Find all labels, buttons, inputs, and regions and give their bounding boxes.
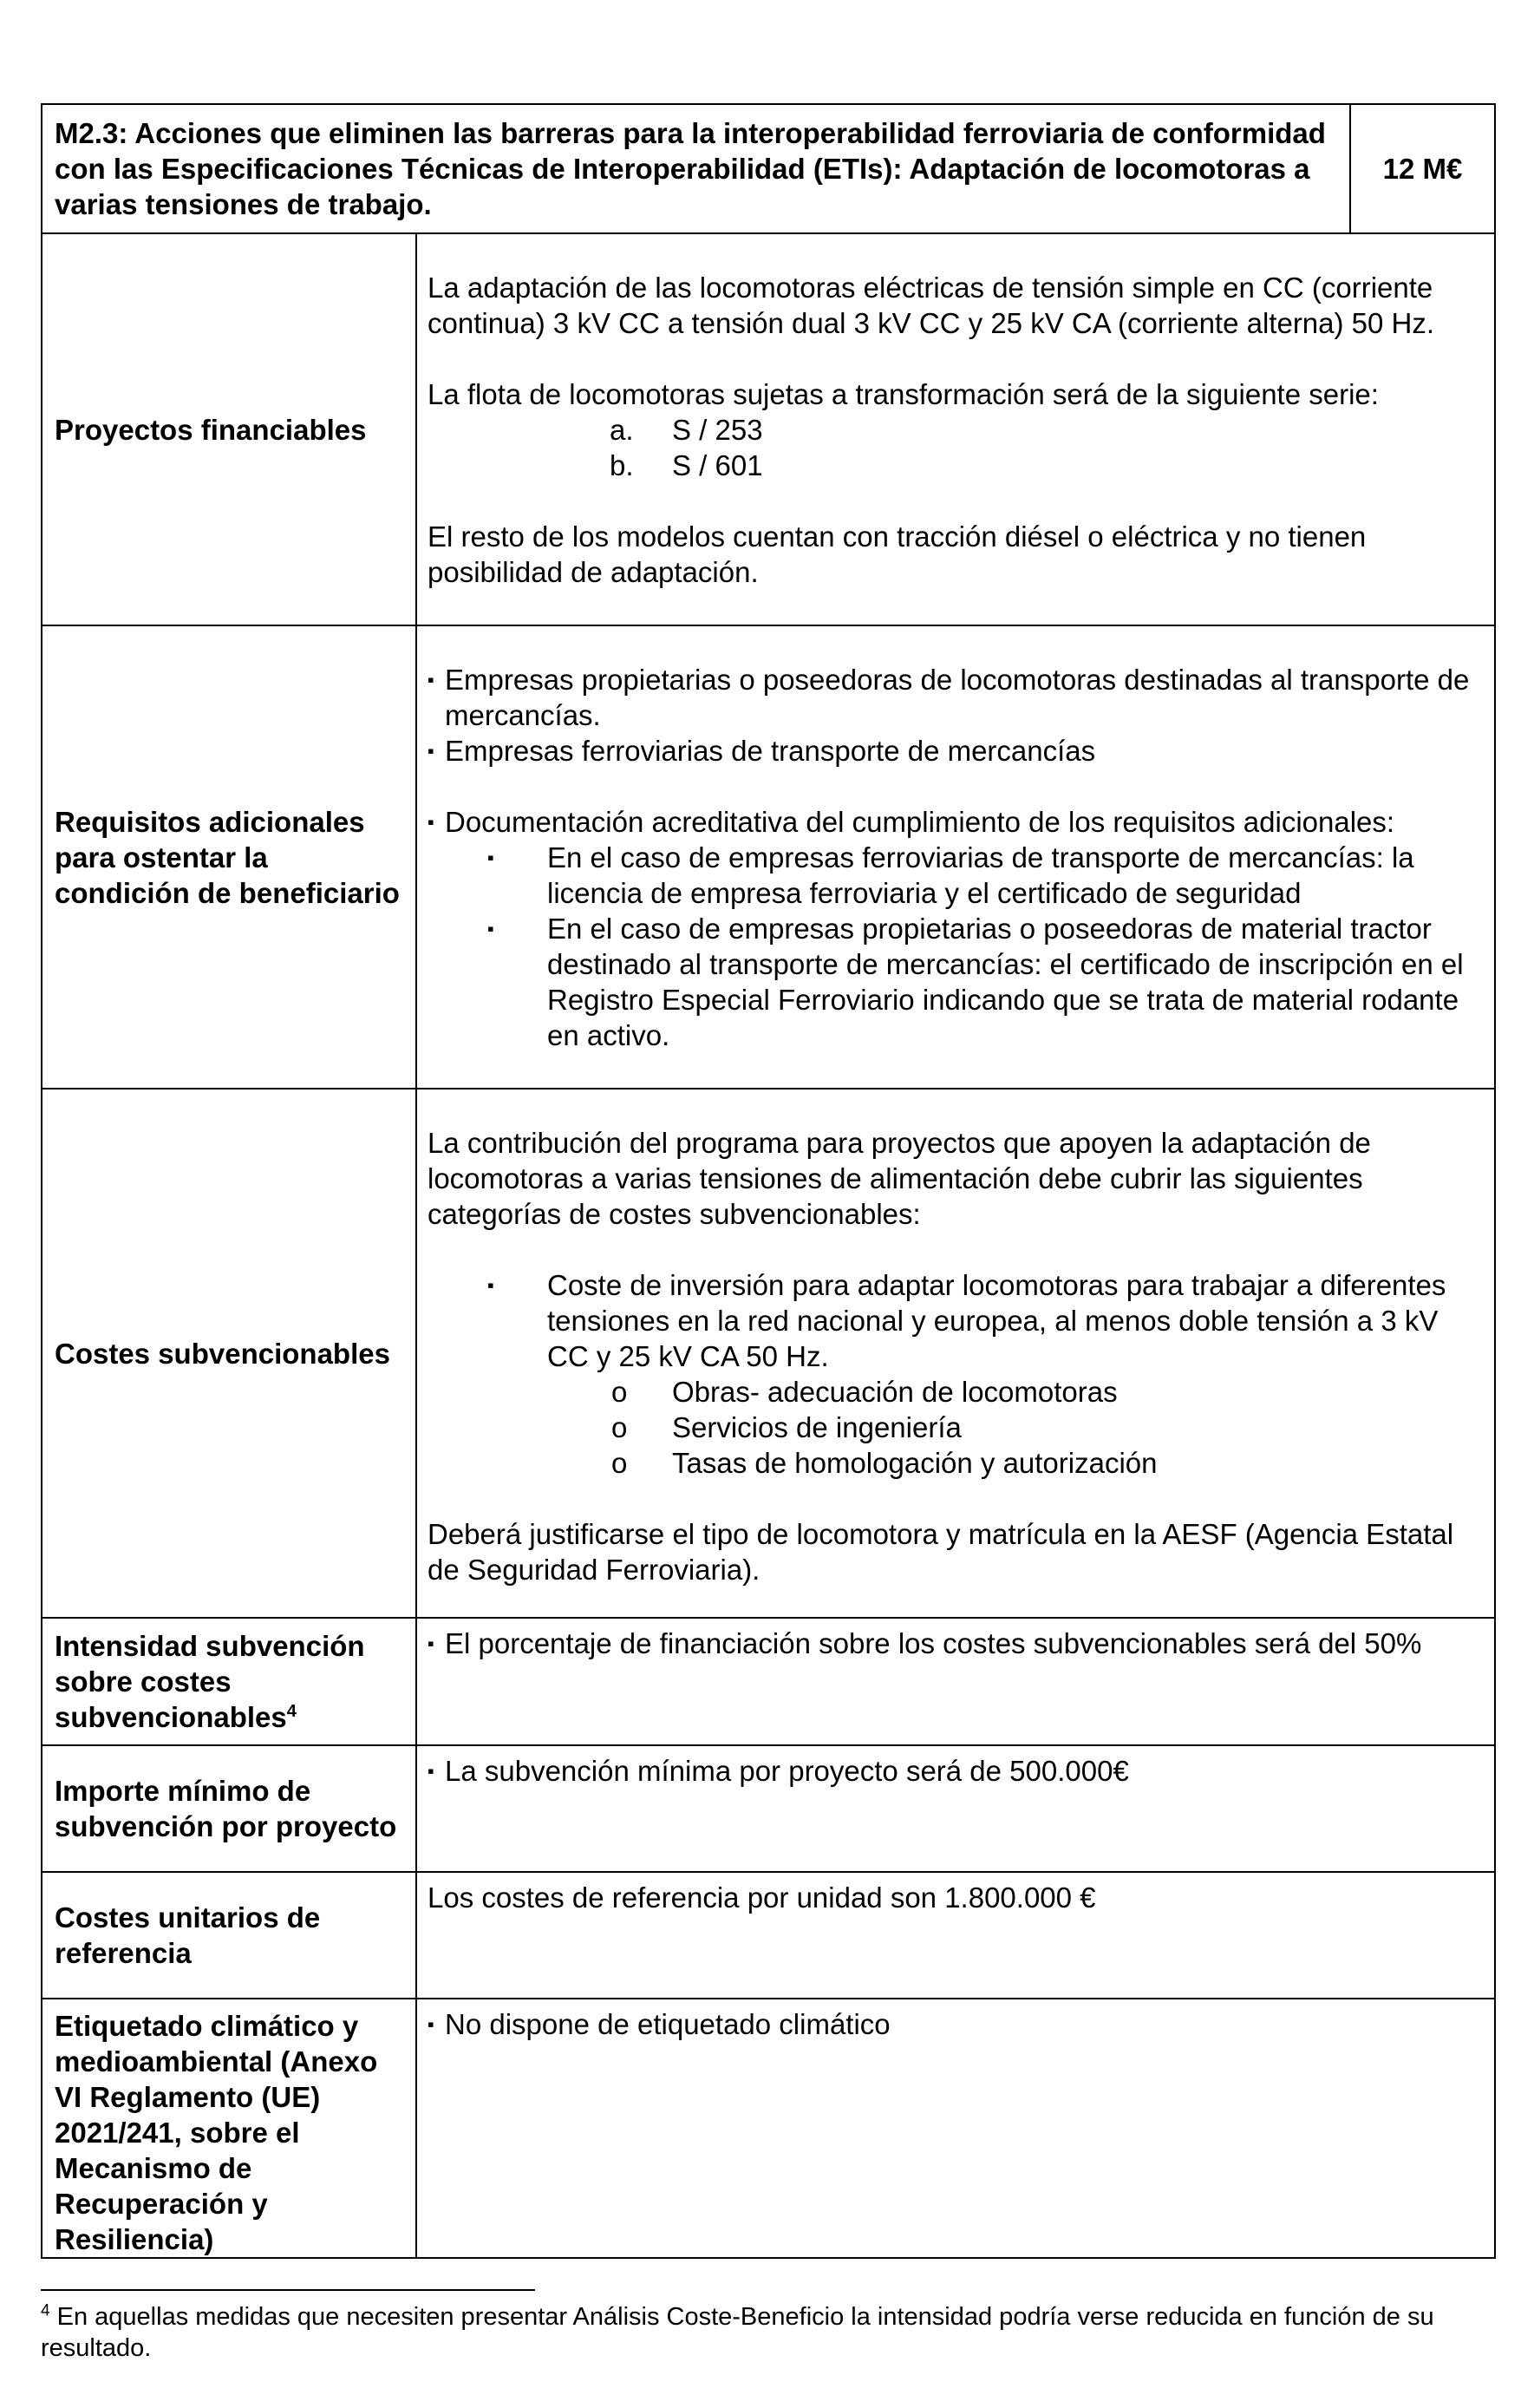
series-item	[428, 448, 1484, 483]
label-importe-minimo: Importe mínimo de subvención por proyecto	[42, 1745, 416, 1872]
list-item	[428, 804, 1484, 840]
costes-unitarios-text: Los costes de referencia por unidad son 1.800.000 €	[428, 1881, 1096, 1914]
sub-list-item	[428, 1445, 1484, 1481]
list-item	[428, 1267, 1484, 1374]
sub-list-item	[428, 911, 1484, 1053]
costes-paragraph-1: La contribución del programa para proyectos que apoyen la adaptación de locomotoras a varias tensiones de alimentación debe cubrir las siguientes categorías de costes subvencionables:	[428, 1127, 1371, 1230]
row-proyectos-financiables	[42, 233, 1495, 625]
list-item-text: La subvención mínima por proyecto será de 500.000€	[445, 1755, 1129, 1787]
list-item	[428, 2006, 1484, 2042]
list-item	[428, 733, 1484, 769]
square-bullet-icon: ▪	[428, 1760, 434, 1782]
row-importe-minimo	[42, 1745, 1495, 1872]
costes-paragraph-2: Deberá justificarse el tipo de locomotora y matrícula en la AESF (Agencia Estatal de Seguridad Ferroviaria).	[428, 1518, 1454, 1586]
content-etiquetado-climatico	[416, 1999, 1495, 2258]
list-item-text: Coste de inversión para adaptar locomotoras para trabajar a diferentes tensiones en la red nacional y europea, al menos doble tensión a 3 kV CC y 25 kV CA 50 Hz.	[547, 1269, 1446, 1372]
measure-table	[41, 103, 1496, 2259]
proyectos-paragraph-1: La adaptación de las locomotoras eléctricas de tensión simple en CC (corriente continua) 3 kV CC a tensión dual 3 kV CC y 25 kV CA (corriente alterna) 50 Hz.	[428, 272, 1435, 339]
label-requisitos-adicionales: Requisitos adicionales para ostentar la condición de beneficiario	[42, 625, 416, 1089]
series-marker: b.	[610, 449, 634, 481]
label-etiquetado-climatico: Etiquetado climático y medioambiental (Anexo VI Reglamento (UE) 2021/241, sobre el Mecanismo de Recuperación y Resiliencia)	[42, 1999, 416, 2258]
label-intensidad-text: Intensidad subvención sobre costes subvencionables	[55, 1630, 365, 1733]
proyectos-paragraph-2: La flota de locomotoras sujetas a transformación será de la siguiente serie:	[428, 378, 1379, 410]
series-text: S / 253	[672, 414, 763, 446]
list-item-text: No dispone de etiquetado climático	[445, 2008, 891, 2040]
label-costes-subvencionables: Costes subvencionables	[42, 1089, 416, 1618]
sub-list-item-text: En el caso de empresas propietarias o poseedoras de material tractor destinado al transporte de mercancías: el certificado de inscripción en el Registro Especial Ferroviario indicando que se trata de material rodante en activo.	[547, 913, 1464, 1051]
content-requisitos-adicionales	[416, 625, 1495, 1089]
square-bullet-icon: ▪	[487, 1274, 494, 1296]
square-bullet-icon: ▪	[428, 740, 434, 762]
content-importe-minimo	[416, 1745, 1495, 1872]
footnote-reference: 4	[286, 1702, 297, 1721]
square-bullet-icon: ▪	[428, 669, 434, 690]
proyectos-paragraph-3: El resto de los modelos cuentan con tracción diésel o eléctrica y no tienen posibilidad de adaptación.	[428, 520, 1367, 588]
measure-amount: 12 M€	[1350, 104, 1495, 233]
row-costes-unitarios	[42, 1872, 1495, 1999]
sub-list-item	[428, 840, 1484, 911]
list-item-text: Empresas ferroviarias de transporte de mercancías	[445, 735, 1096, 767]
list-item	[428, 1753, 1484, 1789]
row-intensidad-subvencion	[42, 1618, 1495, 1745]
list-item-text: Empresas propietarias o poseedoras de locomotoras destinadas al transporte de mercancías.	[445, 664, 1470, 731]
circle-bullet: o	[611, 1447, 628, 1479]
footnote	[41, 2301, 1498, 2364]
header-row	[42, 104, 1495, 233]
circle-bullet: o	[611, 1411, 628, 1443]
square-bullet-icon: ▪	[428, 811, 434, 833]
series-item	[428, 412, 1484, 448]
measure-title: M2.3: Acciones que eliminen las barreras para la interoperabilidad ferroviaria de conformidad con las Especificaciones Técnicas de Interoperabilidad (ETIs): Adaptación de locomotoras a varias tensiones de trabajo.	[42, 104, 1350, 233]
series-text: S / 601	[672, 449, 763, 481]
label-costes-unitarios: Costes unitarios de referencia	[42, 1872, 416, 1999]
row-etiquetado-climatico	[42, 1999, 1495, 2258]
row-requisitos-adicionales	[42, 625, 1495, 1089]
sub-list-item-text: En el caso de empresas ferroviarias de transporte de mercancías: la licencia de empresa ferroviaria y el certificado de seguridad	[547, 841, 1414, 909]
content-costes-unitarios	[416, 1872, 1495, 1999]
footnote-number: 4	[41, 2301, 50, 2320]
list-item-text: El porcentaje de financiación sobre los costes subvencionables será del 50%	[445, 1627, 1422, 1659]
square-bullet-icon: ▪	[487, 918, 494, 939]
content-proyectos-financiables	[416, 233, 1495, 625]
label-proyectos-financiables: Proyectos financiables	[42, 233, 416, 625]
sub-list-item-text: Servicios de ingeniería	[672, 1411, 962, 1443]
sub-list-item	[428, 1410, 1484, 1445]
list-item-text: Documentación acreditativa del cumplimiento de los requisitos adicionales:	[445, 806, 1395, 838]
footnote-text: En aquellas medidas que necesiten presentar Análisis Coste-Beneficio la intensidad podría verse reducida en función de su resultado.	[41, 2303, 1434, 2362]
sub-list-item-text: Tasas de homologación y autorización	[672, 1447, 1158, 1479]
circle-bullet: o	[611, 1376, 628, 1408]
sub-list-item-text: Obras- adecuación de locomotoras	[672, 1376, 1118, 1408]
footnote-separator	[41, 2289, 535, 2291]
square-bullet-icon: ▪	[428, 2013, 434, 2035]
list-item	[428, 662, 1484, 733]
series-marker: a.	[610, 414, 634, 446]
content-costes-subvencionables	[416, 1089, 1495, 1618]
label-intensidad-subvencion	[42, 1618, 416, 1745]
square-bullet-icon: ▪	[428, 1633, 434, 1654]
square-bullet-icon: ▪	[487, 847, 494, 868]
list-item	[428, 1626, 1484, 1661]
content-intensidad-subvencion	[416, 1618, 1495, 1745]
row-costes-subvencionables	[42, 1089, 1495, 1618]
sub-list-item	[428, 1374, 1484, 1410]
